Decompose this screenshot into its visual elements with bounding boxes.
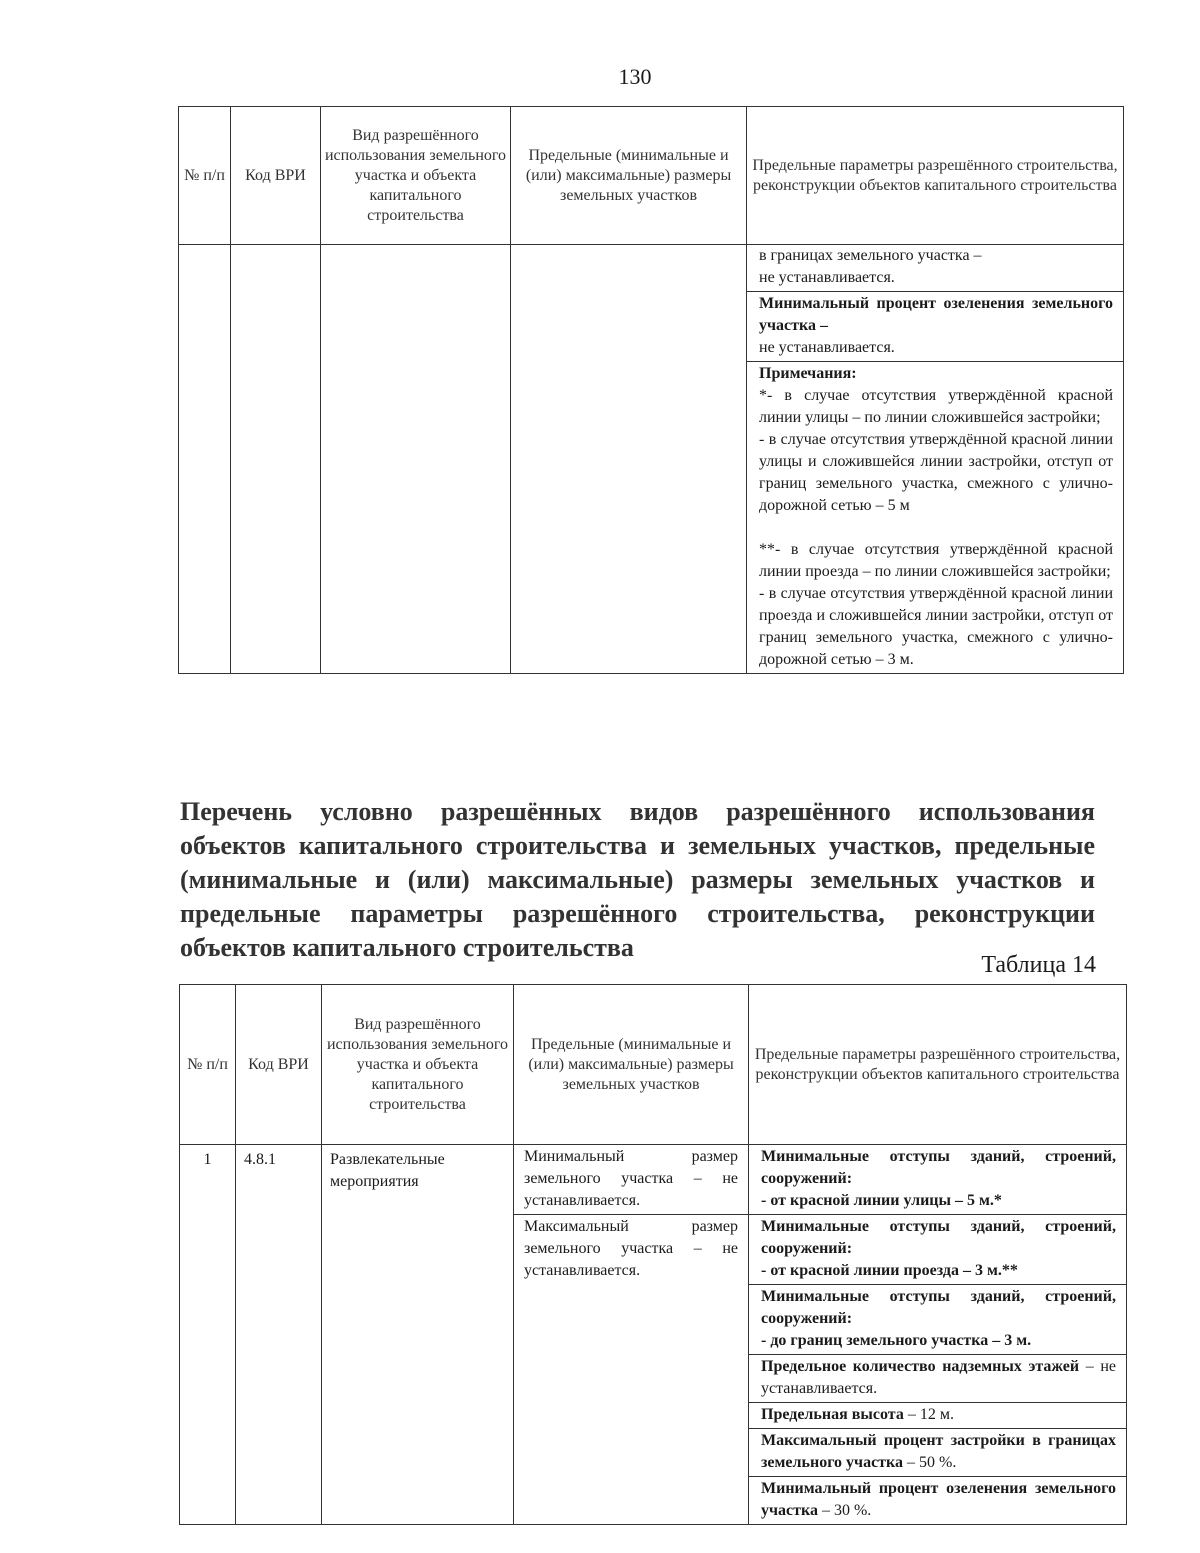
code-cell	[236, 1145, 322, 1525]
param-floors	[749, 1354, 1126, 1402]
param-value: - до границ земельного участка – 3 м.	[761, 1332, 1032, 1349]
params-cell	[749, 1145, 1127, 1525]
section-heading: Перечень условно разрешённых видов разрешённого использования объектов капитального строительства и земельных участков, предельные (минимальные и (или) максимальные) размеры земельных участков и предельные параметры разрешённого строительства, реконструкции объектов капитального строительства	[180, 797, 1095, 962]
param-greening	[747, 291, 1123, 361]
sizes-cell	[514, 1145, 749, 1525]
param-greening	[749, 1476, 1126, 1524]
param-value: - от красной линии улицы – 5 м.*	[761, 1192, 1002, 1209]
sizes-cell	[511, 245, 747, 674]
param-label: Минимальные отступы зданий, строений, сооружений:	[761, 1218, 1116, 1257]
param-setback-street	[749, 1145, 1126, 1214]
header-params: Предельные параметры разрешённого строительства, реконструкции объектов капитального строительства	[747, 107, 1124, 245]
param-label: Минимальные отступы зданий, строений, сооружений:	[761, 1288, 1116, 1327]
header-params: Предельные параметры разрешённого строительства, реконструкции объектов капитального строительства	[749, 985, 1127, 1145]
param-label: Минимальные отступы зданий, строений, сооружений:	[761, 1148, 1116, 1187]
page-number: 130	[618, 64, 652, 89]
param-value: – 30 %.	[817, 1502, 872, 1519]
param-build-percent-tail	[747, 245, 1123, 291]
row-code: 4.8.1	[244, 1151, 276, 1168]
size-max: Максимальный размер земельного участка – не устанавливается.	[514, 1214, 748, 1284]
param-value: – не устанавливается.	[761, 1358, 1116, 1397]
header-code: Код ВРИ	[236, 985, 322, 1145]
table-caption: Таблица 14	[981, 952, 1096, 978]
no-cell	[180, 1145, 236, 1525]
param-label: Предельная высота	[761, 1406, 904, 1423]
param-value: – 50 %.	[903, 1454, 957, 1471]
param-value: не устанавливается.	[759, 339, 895, 356]
header-no: № п/п	[179, 107, 231, 245]
size-min: Минимальный размер земельного участка – не устанавливается.	[524, 1148, 738, 1209]
param-line: в границах земельного участка –	[759, 247, 982, 264]
param-label: Минимальный процент озеленения земельного участка	[761, 1480, 1116, 1519]
param-line: не устанавливается.	[759, 269, 895, 286]
header-use: Вид разрешённого использования земельного участка и объекта капитального строительства	[322, 985, 514, 1145]
note-paragraph: **- в случае отсутствия утверждённой красной линии проезда – по линии сложившейся застройки;	[759, 541, 1113, 580]
header-sizes: Предельные (минимальные и (или) максимальные) размеры земельных участков	[514, 985, 749, 1145]
row-use: Развлекательные мероприятия	[330, 1151, 445, 1190]
param-label: Минимальный процент озеленения земельного участка –	[759, 295, 1113, 334]
note-paragraph: - в случае отсутствия утверждённой красной линии проезда и сложившейся линии застройки, отступ от границ земельного участка, смежного с улично-дорожной сетью – 3 м.	[759, 585, 1113, 668]
param-label: Предельное количество надземных этажей	[761, 1358, 1080, 1375]
note-paragraph: - в случае отсутствия утверждённой красной линии улицы и сложившейся линии застройки, отступ от границ земельного участка, смежного с улично-дорожной сетью – 5 м	[759, 431, 1113, 514]
use-cell	[321, 245, 511, 674]
table-row	[179, 245, 1124, 674]
param-setback-boundary	[749, 1284, 1126, 1354]
notes-title: Примечания:	[759, 365, 857, 382]
conditional-uses-table	[179, 984, 1127, 1525]
table-header-row	[180, 985, 1127, 1145]
header-code: Код ВРИ	[231, 107, 321, 245]
notes	[747, 361, 1123, 673]
param-setback-passage	[749, 1214, 1126, 1284]
header-sizes: Предельные (минимальные и (или) максимальные) размеры земельных участков	[511, 107, 747, 245]
param-value: - от красной линии проезда – 3 м.**	[761, 1262, 1018, 1279]
param-label: Максимальный процент застройки в границах земельного участка	[761, 1432, 1116, 1471]
table-row	[180, 1145, 1127, 1525]
row-number: 1	[203, 1151, 212, 1168]
param-build-percent	[749, 1428, 1126, 1476]
no-cell	[179, 245, 231, 674]
note-paragraph: *- в случае отсутствия утверждённой красной линии улицы – по линии сложившейся застройки;	[759, 387, 1113, 426]
continuation-table	[178, 106, 1124, 674]
code-cell	[231, 245, 321, 674]
table-header-row	[179, 107, 1124, 245]
param-height	[749, 1402, 1126, 1428]
params-cell	[747, 245, 1124, 674]
param-value: – 12 м.	[903, 1406, 954, 1423]
use-cell	[322, 1145, 514, 1525]
header-no: № п/п	[180, 985, 236, 1145]
header-use: Вид разрешённого использования земельного участка и объекта капитального строительства	[321, 107, 511, 245]
